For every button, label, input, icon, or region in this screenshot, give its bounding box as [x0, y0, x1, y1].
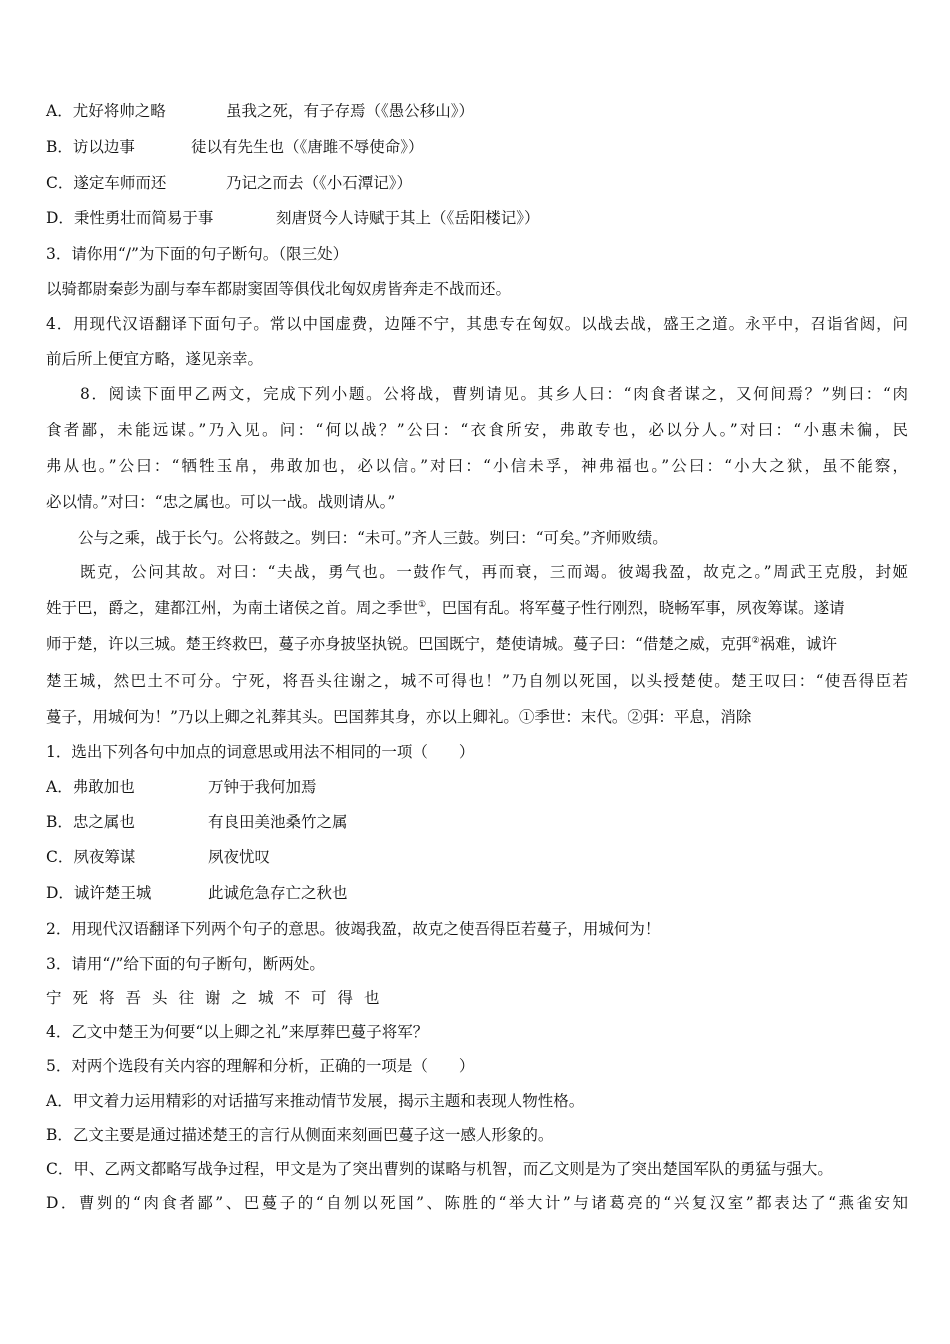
subquestion-1-option-a-left: A．弗敢加也: [46, 778, 135, 796]
passage-jia-line-5: 公与之乘，战于长勺。公将鼓之。刿曰：“未可。”齐人三鼓。刿曰：“可矣。”齐师败绩。: [78, 529, 668, 547]
subquestion-4-prompt: 4．乙文中楚王为何要“以上卿之礼”来厚葬巴蔓子将军？: [46, 1023, 429, 1041]
subquestion-1-option-a-right: 万钟于我何加焉: [208, 778, 317, 796]
subquestion-3-prompt: 3．请用“/”给下面的句子断句，断两处。: [46, 955, 325, 973]
passage-jia-line-4: 必以情。”对曰：“忠之属也。可以一战。战则请从。”: [46, 493, 396, 511]
question-3-prompt: 3．请你用“/”为下面的句子断句。（限三处）: [46, 245, 349, 263]
option-b-left: B．访以边事: [46, 138, 135, 156]
footnote-marker-2: ②: [751, 635, 760, 646]
option-d-left: D．秉性勇壮而简易于事: [46, 209, 214, 227]
subquestion-5-option-b: B．乙文主要是通过描述楚王的言行从侧面来刻画巴蔓子这一感人形象的。: [46, 1126, 554, 1144]
subquestion-1-option-a: [46, 776, 317, 798]
option-b-right: 徒以有先生也（《唐雎不辱使命》）: [191, 138, 424, 156]
subquestion-1-option-c: [46, 846, 270, 868]
passage-jia-line-3: 弗从也。”公曰：“牺牲玉帛，弗敢加也，必以信。”对曰：“小信未孚，神弗福也。”公曰：“小大之狱，虽不能察，: [46, 457, 908, 475]
option-a-left: A．尤好将帅之略: [46, 102, 166, 120]
subquestion-1-option-b: [46, 811, 348, 833]
subquestion-1-option-c-right: 夙夜忧叹: [208, 848, 271, 866]
passage-yi-line-3: [46, 633, 837, 655]
subquestion-1-option-d: [46, 882, 348, 904]
subquestion-1-option-b-right: 有良田美池桑竹之属: [208, 813, 348, 831]
subquestion-1-prompt: 1．选出下列各句中加点的词意思或用法不相同的一项（ ）: [46, 743, 475, 761]
passage-yi-line-2: [46, 597, 845, 619]
question-3-sentence: 以骑都尉秦彭为副与奉车都尉窦固等俱伐北匈奴虏皆奔走不战而还。: [46, 280, 512, 298]
option-c-right: 乃记之而去（《小石潭记》）: [226, 174, 413, 192]
subquestion-2-prompt: 2．用现代汉语翻译下列两个句子的意思。彼竭我盈，故克之使吾得臣若蔓子，用城何为！: [46, 920, 661, 938]
option-d-right: 刻唐贤今人诗赋于其上（《岳阳楼记》）: [276, 209, 540, 227]
option-c-line: [46, 172, 412, 194]
subquestion-1-option-b-left: B．忠之属也: [46, 813, 135, 831]
passage-yi-line-5: 蔓子，用城何为！”乃以上卿之礼葬其头。巴国葬其身，亦以上卿礼。①季世：末代。②弭：平息，消除: [46, 708, 752, 726]
question-4-line-2: 前后所上便宜方略，遂见亲幸。: [46, 350, 264, 368]
subquestion-5-option-a: A．甲文着力运用精彩的对话描写来推动情节发展，揭示主题和表现人物性格。: [46, 1092, 585, 1110]
option-a-right: 虽我之死，有子存焉（《愚公移山》）: [226, 102, 475, 120]
subquestion-5-option-d: D．曹刿的“肉食者鄙”、巴蔓子的“自刎以死国”、陈胜的“举大计”与诸葛亮的“兴复汉室”都表达了“燕雀安知: [46, 1194, 908, 1212]
subquestion-1-option-d-right: 此诚危急存亡之秋也: [208, 884, 348, 902]
passage-jia-line-2: 食者鄙，未能远谋。”乃入见。问：“何以战？”公曰：“衣食所安，弗敢专也，必以分人。”对曰：“小惠未徧，民: [46, 421, 908, 439]
passage-yi-line-1: 既克，公问其故。对曰：“夫战，勇气也。一鼓作气，再而衰，三而竭。彼竭我盈，故克之。”周武王克殷，封姬: [80, 563, 908, 581]
option-a-line: [46, 100, 474, 122]
footnote-marker-1: ①: [418, 599, 427, 610]
option-b-line: [46, 136, 424, 158]
subquestion-1-option-d-left: D．诚许楚王城: [46, 884, 152, 902]
passage-yi-line-4: 楚王城，然巴土不可分。宁死，将吾头往谢之，城不可得也！”乃自刎以死国，以头授楚使。楚王叹曰：“使吾得臣若: [46, 672, 908, 690]
passage-yi-line-2-b: ，巴国有乱。将军蔓子性行刚烈，晓畅军事，夙夜筹谋。遂请: [426, 599, 845, 617]
option-c-left: C．遂定车师而还: [46, 174, 167, 192]
subquestion-5-option-c: C．甲、乙两文都略写战争过程，甲文是为了突出曹刿的谋略与机智，而乙文则是为了突出楚国军队的勇猛与强大。: [46, 1160, 833, 1178]
passage-yi-line-2-a: 姓于巴，爵之，建都江州，为南土诸侯之首。周之季世: [46, 599, 419, 617]
passage-yi-line-3-b: 祸难，诚许: [759, 635, 838, 653]
subquestion-5-prompt: 5．对两个选段有关内容的理解和分析，正确的一项是（ ）: [46, 1057, 475, 1075]
subquestion-3-sentence: 宁死将吾头往谢之城不可得也: [46, 989, 391, 1007]
subquestion-1-option-c-left: C．夙夜筹谋: [46, 848, 136, 866]
passage-jia-line-1: 8．阅读下面甲乙两文，完成下列小题。公将战，曹刿请见。其乡人曰：“肉食者谋之，又何间焉？”刿曰：“肉: [80, 385, 908, 403]
passage-yi-line-3-a: 师于楚，许以三城。楚王终救巴，蔓子亦身披坚执锐。巴国既宁，楚使请城。蔓子曰：“借楚之威，克弭: [46, 635, 752, 653]
option-d-line: [46, 207, 540, 229]
question-4-line-1: 4．用现代汉语翻译下面句子。常以中国虚费，边陲不宁，其患专在匈奴。以战去战，盛王之道。永平中，召诣省闼，问: [46, 315, 908, 333]
